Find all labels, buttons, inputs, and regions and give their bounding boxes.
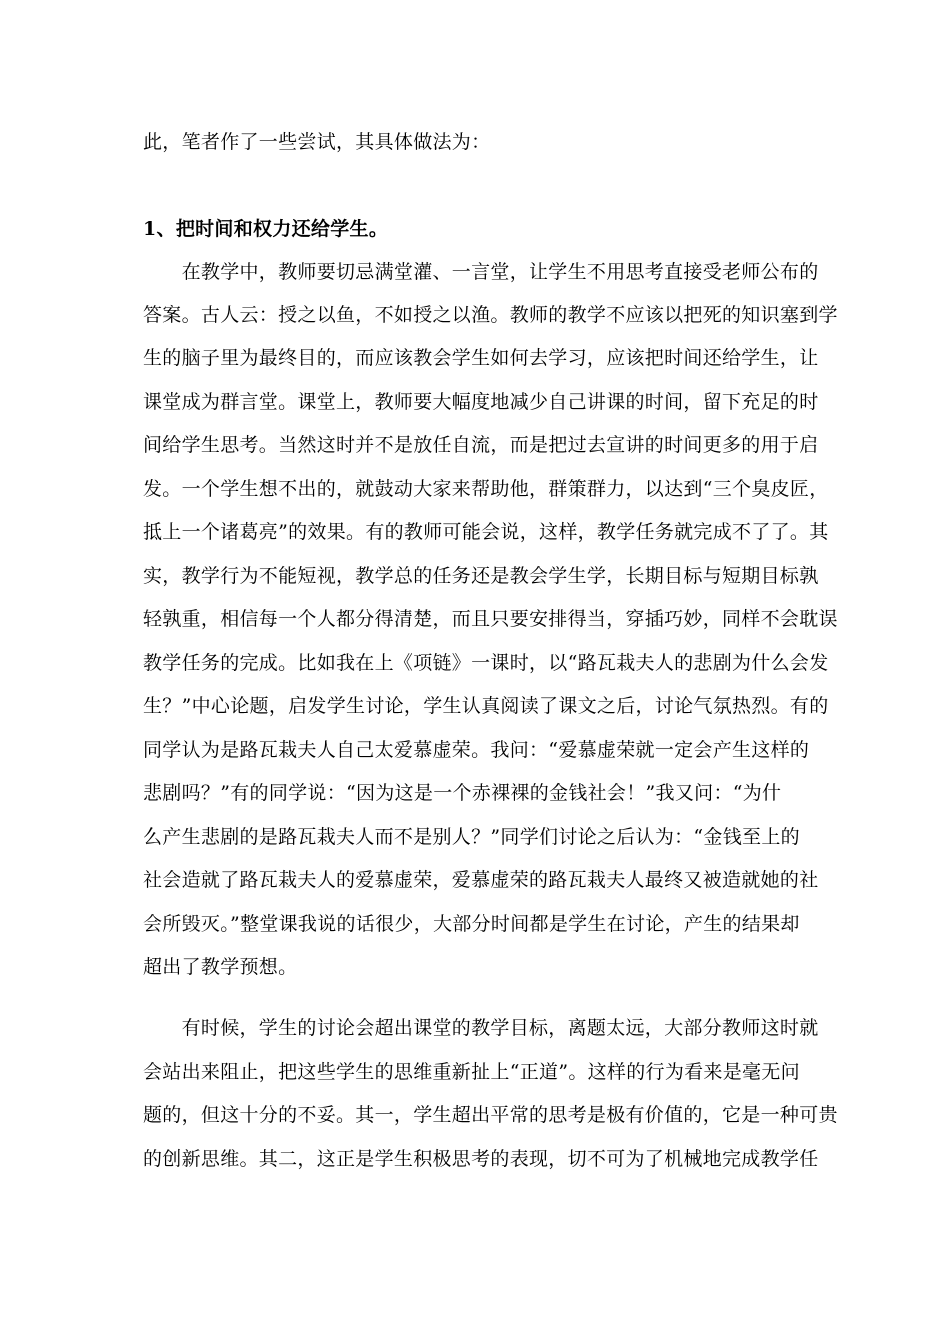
- paragraph-line: 轻孰重，相信每一个人都分得清楚，而且只要安排得当，穿插巧妙，同样不会耽误: [143, 608, 838, 630]
- paragraph-line: 么产生悲剧的是路瓦栽夫人而不是别人？”同学们讨论之后认为：“金钱至上的: [143, 826, 800, 848]
- paragraph-line: 会所毁灭。”整堂课我说的话很少，大部分时间都是学生在讨论，产生的结果却: [143, 913, 800, 935]
- paragraph-line: 社会造就了路瓦栽夫人的爱慕虚荣，爱慕虚荣的路瓦栽夫人最终又被造就她的社: [143, 869, 819, 891]
- paragraph-line: 答案。古人云：授之以鱼，不如授之以渔。教师的教学不应该以把死的知识塞到学: [143, 304, 838, 326]
- paragraph-line: 同学认为是路瓦栽夫人自己太爱慕虚荣。我问：“爱慕虚荣就一定会产生这样的: [143, 739, 810, 761]
- intro-line: 此，笔者作了一些尝试，其具体做法为：: [143, 131, 491, 153]
- paragraph-line: 在教学中，教师要切忌满堂灌、一言堂，让学生不用思考直接受老师公布的: [143, 261, 819, 283]
- paragraph-line: 课堂成为群言堂。课堂上，教师要大幅度地减少自己讲课的时间，留下充足的时: [143, 391, 819, 413]
- paragraph-line: 题的，但这十分的不妥。其一，学生超出平常的思考是极有价值的，它是一种可贵: [143, 1104, 838, 1126]
- paragraph-line: 的创新思维。其二，这正是学生积极思考的表现，切不可为了机械地完成教学任: [143, 1148, 819, 1170]
- paragraph-line: 教学任务的完成。比如我在上《项链》一课时，以“路瓦栽夫人的悲剧为什么会发: [143, 652, 829, 674]
- paragraph-line: 发。一个学生想不出的，就鼓动大家来帮助他，群策群力，以达到“三个臭皮匠，: [143, 478, 829, 500]
- paragraph-line: 会站出来阻止，把这些学生的思维重新扯上“正道”。这样的行为看来是毫无问: [143, 1061, 800, 1083]
- paragraph-line: 生的脑子里为最终目的，而应该教会学生如何去学习，应该把时间还给学生，让: [143, 347, 819, 369]
- paragraph-line: 间给学生思考。当然这时并不是放任自流，而是把过去宣讲的时间更多的用于启: [143, 434, 819, 456]
- paragraph-line: 抵上一个诸葛亮”的效果。有的教师可能会说，这样，教学任务就完成不了了。其: [143, 521, 829, 543]
- paragraph-line: 实，教学行为不能短视，教学总的任务还是教会学生学，长期目标与短期目标孰: [143, 565, 819, 587]
- paragraph-line: 超出了教学预想。: [143, 956, 298, 978]
- paragraph-line: 悲剧吗？”有的同学说：“因为这是一个赤裸裸的金钱社会！”我又问：“为什: [143, 782, 782, 804]
- section-heading: 1、把时间和权力还给学生。: [143, 218, 389, 240]
- paragraph-line: 有时候，学生的讨论会超出课堂的教学目标，离题太远，大部分教师这时就: [143, 1017, 819, 1039]
- paragraph-line: 生？”中心论题，启发学生讨论，学生认真阅读了课文之后，讨论气氛热烈。有的: [143, 695, 829, 717]
